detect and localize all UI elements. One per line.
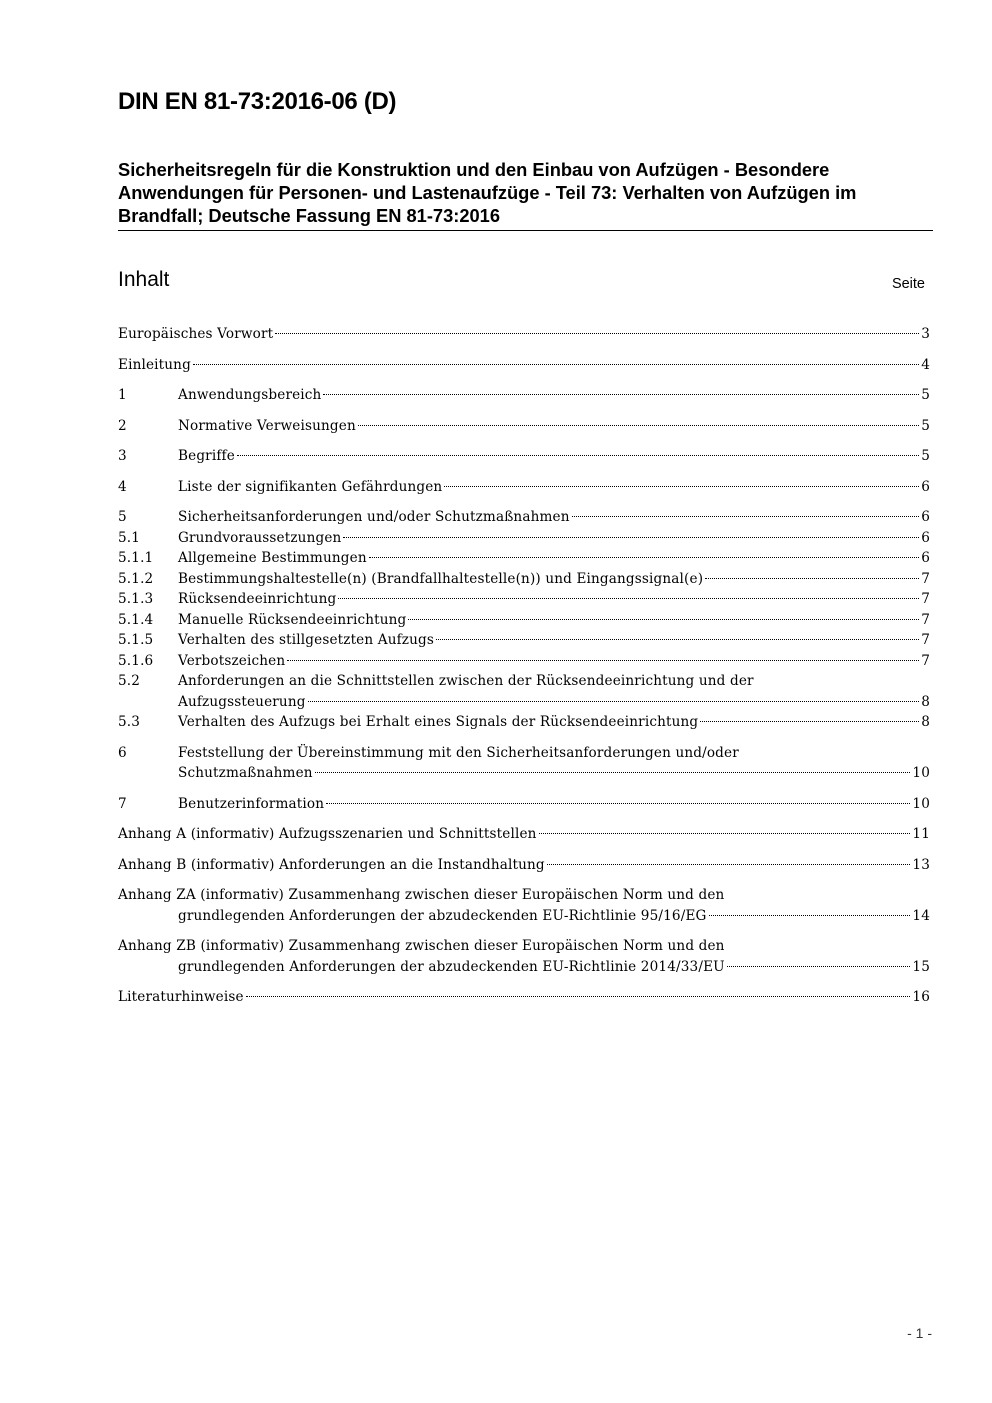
toc-entry-title: Benutzerinformation [178, 795, 325, 812]
toc-entry-page: 6 [921, 478, 930, 495]
dot-leader [539, 833, 911, 834]
dot-leader [237, 455, 919, 456]
document-subtitle: Sicherheitsregeln für die Konstruktion und den Einbau von Aufzügen - Besondere Anwendungen für Personen- und Lastenaufzüge - Teil 73: Verhalten von Aufzügen im Brandfall; Deutsche Fassung EN 81-73:2016 [118, 158, 933, 231]
toc-entry-title: Rücksendeeinrichtung [178, 591, 337, 607]
toc-entry[interactable] [118, 355, 930, 376]
toc-entry-page: 5 [921, 387, 930, 403]
toc-entry-page: 16 [912, 989, 930, 1005]
toc-entry-title: Verhalten des stillgesetzten Aufzugs [178, 632, 435, 648]
toc-entry-page: 8 [921, 714, 930, 730]
dot-leader [700, 721, 919, 722]
dot-leader [287, 660, 919, 661]
toc-entry-page: 6 [921, 529, 930, 546]
table-of-contents [118, 324, 930, 1008]
toc-entry-title: Verbotszeichen [178, 652, 286, 669]
toc-entry-number: 5.3 [118, 714, 141, 730]
toc-entry[interactable] [118, 885, 930, 926]
toc-entry-number: 7 [118, 795, 127, 812]
toc-entry-page: 6 [921, 550, 930, 566]
toc-entry-page: 10 [912, 795, 930, 812]
toc-entry-number: 4 [118, 478, 127, 495]
toc-entry[interactable] [118, 987, 930, 1008]
dot-leader [315, 772, 911, 773]
toc-entry-title-continued: Aufzugssteuerung [178, 693, 306, 710]
toc-entry-number: 5.1.6 [118, 652, 154, 669]
dot-leader [326, 803, 910, 804]
toc-entry[interactable] [118, 548, 930, 569]
toc-entry-page: 8 [921, 693, 930, 710]
toc-entry-page: 6 [921, 509, 930, 525]
dot-leader [727, 966, 911, 967]
toc-entry[interactable] [118, 671, 930, 712]
toc-entry[interactable] [118, 477, 930, 498]
toc-entry-title: Liste der signifikanten Gefährdungen [178, 478, 443, 495]
toc-entry[interactable] [118, 855, 930, 876]
toc-entry[interactable] [118, 446, 930, 467]
toc-entry[interactable] [118, 824, 930, 845]
toc-entry-title: Allgemeine Bestimmungen [178, 550, 367, 566]
toc-entry-title: Bestimmungshaltestelle(n) (Brandfallhaltestelle(n)) und Eingangssignal(e) [178, 570, 704, 587]
toc-entry-title: Literaturhinweise [118, 989, 244, 1005]
dot-leader [444, 486, 919, 487]
dot-leader [343, 537, 919, 538]
dot-leader [547, 864, 911, 865]
document-title: DIN EN 81-73:2016-06 (D) [118, 88, 397, 115]
toc-entry[interactable] [118, 528, 930, 549]
toc-page-column-label: Seite [891, 276, 925, 292]
toc-entry-title: Sicherheitsanforderungen und/oder Schutzmaßnahmen [178, 509, 570, 525]
toc-entry-title-continued: grundlegenden Anforderungen der abzudeckenden EU-Richtlinie 2014/33/EU [178, 958, 725, 975]
dot-leader [705, 578, 919, 579]
toc-entry-title: Grundvoraussetzungen [178, 529, 342, 546]
toc-entry-number: 5.1.1 [118, 550, 154, 566]
toc-entry-title: Anforderungen an die Schnittstellen zwischen der Rücksendeeinrichtung und der [178, 673, 754, 689]
toc-heading: Inhalt [118, 268, 170, 291]
dot-leader [369, 557, 919, 558]
toc-entry-title: Europäisches Vorwort [118, 326, 274, 342]
toc-entry-number: 5.1.4 [118, 611, 154, 628]
dot-leader [193, 364, 919, 365]
toc-entry[interactable] [118, 589, 930, 610]
toc-entry-page: 10 [912, 765, 930, 781]
toc-entry[interactable] [118, 651, 930, 672]
toc-entry-page: 5 [921, 417, 930, 434]
toc-entry[interactable] [118, 712, 930, 733]
toc-entry-title: Anhang B (informativ) Anforderungen an die Instandhaltung [118, 856, 545, 873]
toc-entry-number: 3 [118, 448, 127, 464]
toc-entry-page: 7 [921, 591, 930, 607]
toc-entry-title: Manuelle Rücksendeeinrichtung [178, 611, 407, 628]
page-number: - 1 - [907, 1325, 932, 1341]
dot-leader [709, 915, 911, 916]
toc-entry[interactable] [118, 630, 930, 651]
toc-entry-title: Anwendungsbereich [178, 387, 322, 403]
toc-entry-title: Anhang ZB (informativ) Zusammenhang zwischen dieser Europäischen Norm und den [118, 938, 725, 954]
toc-entry-page: 14 [912, 907, 930, 924]
toc-entry-page: 3 [921, 326, 930, 342]
toc-entry-number: 2 [118, 417, 127, 434]
toc-entry-number: 5 [118, 509, 127, 525]
toc-entry-number: 5.1.5 [118, 632, 154, 648]
toc-entry-title-continued: grundlegenden Anforderungen der abzudeckenden EU-Richtlinie 95/16/EG [178, 907, 707, 924]
toc-entry[interactable] [118, 794, 930, 815]
toc-entry-title: Begriffe [178, 448, 235, 464]
toc-entry-title: Feststellung der Übereinstimmung mit den Sicherheitsanforderungen und/oder [178, 744, 739, 761]
toc-entry-number: 5.1 [118, 529, 141, 546]
dot-leader [323, 394, 919, 395]
toc-entry-title: Verhalten des Aufzugs bei Erhalt eines Signals der Rücksendeeinrichtung [178, 714, 699, 730]
toc-entry-title: Anhang ZA (informativ) Zusammenhang zwischen dieser Europäischen Norm und den [118, 887, 725, 903]
toc-entry-page: 7 [921, 611, 930, 628]
toc-entry-number: 6 [118, 744, 127, 761]
toc-entry-title: Anhang A (informativ) Aufzugsszenarien und Schnittstellen [118, 826, 537, 842]
toc-entry-number: 1 [118, 387, 127, 403]
toc-entry-page: 4 [921, 356, 930, 373]
dot-leader [436, 639, 919, 640]
toc-entry-page: 11 [912, 826, 930, 842]
toc-entry[interactable] [118, 936, 930, 977]
toc-entry-page: 7 [921, 652, 930, 669]
toc-entry[interactable] [118, 743, 930, 784]
toc-entry[interactable] [118, 610, 930, 631]
toc-entry[interactable] [118, 324, 930, 345]
toc-entry-title: Normative Verweisungen [178, 417, 356, 434]
toc-entry-title-continued: Schutzmaßnahmen [178, 765, 313, 781]
dot-leader [572, 516, 920, 517]
toc-entry-page: 13 [912, 856, 930, 873]
dot-leader [358, 425, 919, 426]
toc-entry[interactable] [118, 507, 930, 528]
dot-leader [308, 701, 920, 702]
toc-entry-page: 15 [912, 958, 930, 975]
toc-entry[interactable] [118, 385, 930, 406]
toc-entry-title: Einleitung [118, 356, 191, 373]
dot-leader [246, 996, 911, 997]
toc-entry-page: 7 [921, 570, 930, 587]
toc-entry-page: 5 [921, 448, 930, 464]
dot-leader [338, 598, 919, 599]
dot-leader [408, 619, 919, 620]
toc-entry[interactable] [118, 569, 930, 590]
toc-entry-number: 5.1.2 [118, 570, 154, 587]
toc-entry[interactable] [118, 416, 930, 437]
toc-entry-number: 5.2 [118, 673, 141, 689]
toc-entry-page: 7 [921, 632, 930, 648]
toc-entry-number: 5.1.3 [118, 591, 154, 607]
dot-leader [275, 333, 919, 334]
